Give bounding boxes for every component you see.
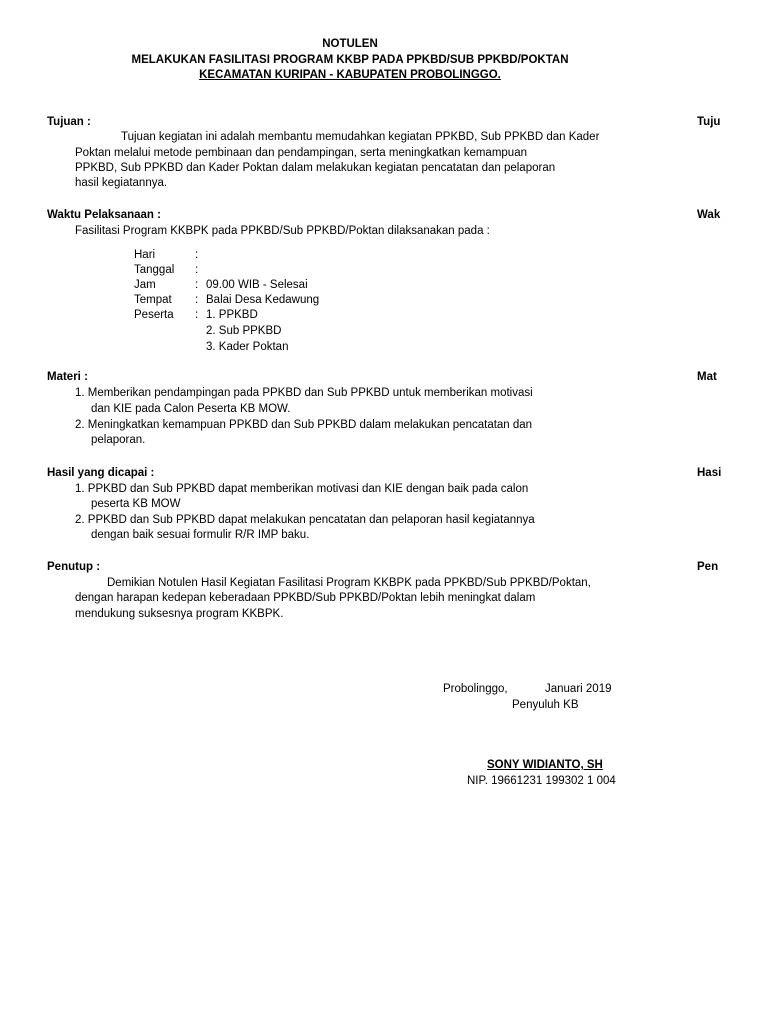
hasil-item-cont: dengan baik sesuai formulir R/R IMP baku. bbox=[91, 529, 310, 541]
peserta-colon: : bbox=[195, 309, 199, 321]
peserta-item: 1. PPKBD bbox=[206, 309, 258, 321]
peserta-item: 2. Sub PPKBD bbox=[206, 325, 282, 337]
materi-item: 2. Meningkatkan kemampuan PPKBD dan Sub PPKBD dalam melakukan pencatatan dan bbox=[75, 419, 533, 431]
doc-subtitle: MELAKUKAN FASILITASI PROGRAM KKBP PADA PPKBD/SUB PPKBD/POKTAN bbox=[131, 54, 569, 66]
tujuan-line: Tujuan kegiatan ini adalah membantu memudahkan kegiatan PPKBD, Sub PPKBD dan Kader bbox=[121, 131, 600, 143]
signature-name: SONY WIDIANTO, SH bbox=[487, 759, 603, 771]
tujuan-heading: Tujuan : bbox=[47, 116, 91, 128]
tempat-label: Tempat bbox=[134, 294, 172, 306]
signature-date: Januari 2019 bbox=[545, 683, 612, 695]
hasil-heading: Hasil yang dicapai : bbox=[47, 467, 155, 479]
hasil-heading-cut: Hasi bbox=[697, 467, 722, 479]
jam-label: Jam bbox=[134, 279, 156, 291]
penutup-heading-cut: Pen bbox=[697, 561, 719, 573]
materi-heading-cut: Mat bbox=[697, 371, 717, 383]
jam-colon: : bbox=[195, 279, 199, 291]
hari-label: Hari bbox=[134, 249, 156, 261]
hasil-item-cont: peserta KB MOW bbox=[91, 498, 181, 510]
tujuan-heading-cut: Tuju bbox=[697, 116, 721, 128]
penutup-heading: Penutup : bbox=[47, 561, 101, 573]
jam-value: 09.00 WIB - Selesai bbox=[206, 279, 308, 291]
peserta-item: 3. Kader Poktan bbox=[206, 341, 289, 353]
materi-item: 1. Memberikan pendampingan pada PPKBD dan Sub PPKBD untuk memberikan motivasi bbox=[75, 387, 533, 399]
peserta-label: Peserta bbox=[134, 309, 174, 321]
signature-role: Penyuluh KB bbox=[512, 699, 579, 711]
tujuan-line: Poktan melalui metode pembinaan dan pendampingan, serta meningkatkan kemampuan bbox=[75, 147, 527, 159]
penutup-line: mendukung suksesnya program KKBPK. bbox=[75, 608, 284, 620]
signature-nip: NIP. 19661231 199302 1 004 bbox=[467, 775, 616, 787]
waktu-intro: Fasilitasi Program KKBPK pada PPKBD/Sub PPKBD/Poktan dilaksanakan pada : bbox=[75, 225, 490, 237]
doc-location: KECAMATAN KURIPAN - KABUPATEN PROBOLINGGO. bbox=[199, 69, 501, 81]
doc-title: NOTULEN bbox=[322, 38, 378, 50]
waktu-heading-cut: Wak bbox=[697, 209, 721, 221]
penutup-line: Demikian Notulen Hasil Kegiatan Fasilitasi Program KKBPK pada PPKBD/Sub PPKBD/Poktan, bbox=[107, 577, 591, 589]
materi-heading: Materi : bbox=[47, 371, 88, 383]
tanggal-colon: : bbox=[195, 264, 199, 276]
hasil-item: 1. PPKBD dan Sub PPKBD dapat memberikan motivasi dan KIE dengan baik pada calon bbox=[75, 483, 529, 495]
tempat-value: Balai Desa Kedawung bbox=[206, 294, 320, 306]
signature-place: Probolinggo, bbox=[443, 683, 508, 695]
penutup-line: dengan harapan kedepan keberadaan PPKBD/Sub PPKBD/Poktan lebih meningkat dalam bbox=[75, 592, 536, 604]
tujuan-line: PPKBD, Sub PPKBD dan Kader Poktan dalam melakukan kegiatan pencatatan dan pelaporan bbox=[75, 162, 556, 174]
hasil-item: 2. PPKBD dan Sub PPKBD dapat melakukan pencatatan dan pelaporan hasil kegiatannya bbox=[75, 514, 535, 526]
waktu-heading: Waktu Pelaksanaan : bbox=[47, 209, 161, 221]
materi-item-cont: pelaporan. bbox=[91, 434, 146, 446]
tujuan-line: hasil kegiatannya. bbox=[75, 177, 168, 189]
tanggal-label: Tanggal bbox=[134, 264, 175, 276]
materi-item-cont: dan KIE pada Calon Peserta KB MOW. bbox=[91, 403, 291, 415]
hari-colon: : bbox=[195, 249, 199, 261]
tempat-colon: : bbox=[195, 294, 199, 306]
